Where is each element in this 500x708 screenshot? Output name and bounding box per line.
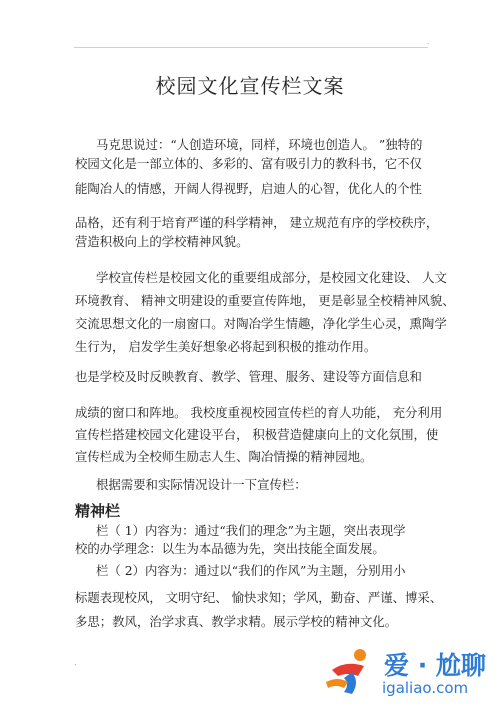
paragraph-2-line-8: 宣传栏成为全校师生励志人生、陶冶情操的精神园地。 — [75, 449, 373, 464]
watermark-title: 爱 · 尬聊 — [384, 651, 486, 680]
paragraph-2-line-4: 生行为， 启发学生美好想象必将起到积极的推动作用。 — [75, 339, 377, 354]
paragraph-2-line-5: 也是学校及时反映教育、教学、管理、服务、建设等方面信息和 — [75, 369, 422, 384]
paragraph-2-line-7: 宣传栏搭建校园文化建设平台， 积极营造健康向上的文化氛围，使 — [75, 427, 439, 442]
item-2-line-3: 多思；教风，治学求真、教学求精。展示学校的精神文化。 — [75, 614, 398, 629]
site-watermark — [322, 646, 494, 700]
paragraph-1-line-4: 品格，还有利于培育严谨的科学精神， 建立规范有序的学校秩序， — [75, 215, 439, 230]
paragraph-2-line-2: 环境教育、 精神文明建设的重要宣传阵地， 更是彰显全校精神风貌、 — [75, 293, 455, 308]
header-rule — [74, 47, 428, 48]
corner-dot: . — [427, 38, 430, 46]
item-1-line-1: 栏（ 1）内容为：通过“我们的理念”为主题，突出表现学 — [96, 523, 406, 538]
paragraph-2-line-3: 交流思想文化的一扇窗口。对陶冶学生情趣，净化学生心灵，熏陶学 — [75, 316, 447, 331]
bottom-dot: . — [74, 658, 77, 667]
paragraph-1-line-5: 营造积极向上的学校精神风貌。 — [75, 234, 249, 249]
paragraph-1-line-3: 能陶冶人的情感，开阔人得视野，启迪人的心智，优化人的个性 — [75, 181, 422, 196]
paragraph-1-line-2: 校园文化是一部立体的、多彩的、富有吸引力的教科书，它不仅 — [75, 156, 422, 171]
page-title: 校园文化宣传栏文案 — [155, 74, 345, 98]
item-2-line-2: 标题表现校风， 文明守纪、 愉快求知；学风，勤奋、严谨、博采、 — [75, 590, 443, 605]
section-heading: 精神栏 — [75, 502, 121, 520]
paragraph-2-line-6: 成绩的窗口和阵地。 我校度重视校园宣传栏的育人功能， 充分利用 — [75, 405, 443, 420]
paragraph-1-line-1: 马克思说过：“人创造环境，同样，环境也创造人。 ”独特的 — [96, 137, 423, 152]
paragraph-3-line-1: 根据需要和实际情况设计一下宣传栏： — [96, 477, 307, 492]
runner-logo-icon — [322, 646, 382, 700]
item-2-line-1: 栏（ 2）内容为：通过以“我们的作风”为主题，分别用小 — [96, 563, 406, 578]
paragraph-2-line-1: 学校宣传栏是校园文化的重要组成部分，是校园文化建设、 人文 — [96, 270, 447, 285]
item-1-line-2: 校的办学理念：以生为本品德为先，突出技能全面发展。 — [75, 541, 385, 556]
watermark-url: igaliao.com — [382, 679, 469, 697]
